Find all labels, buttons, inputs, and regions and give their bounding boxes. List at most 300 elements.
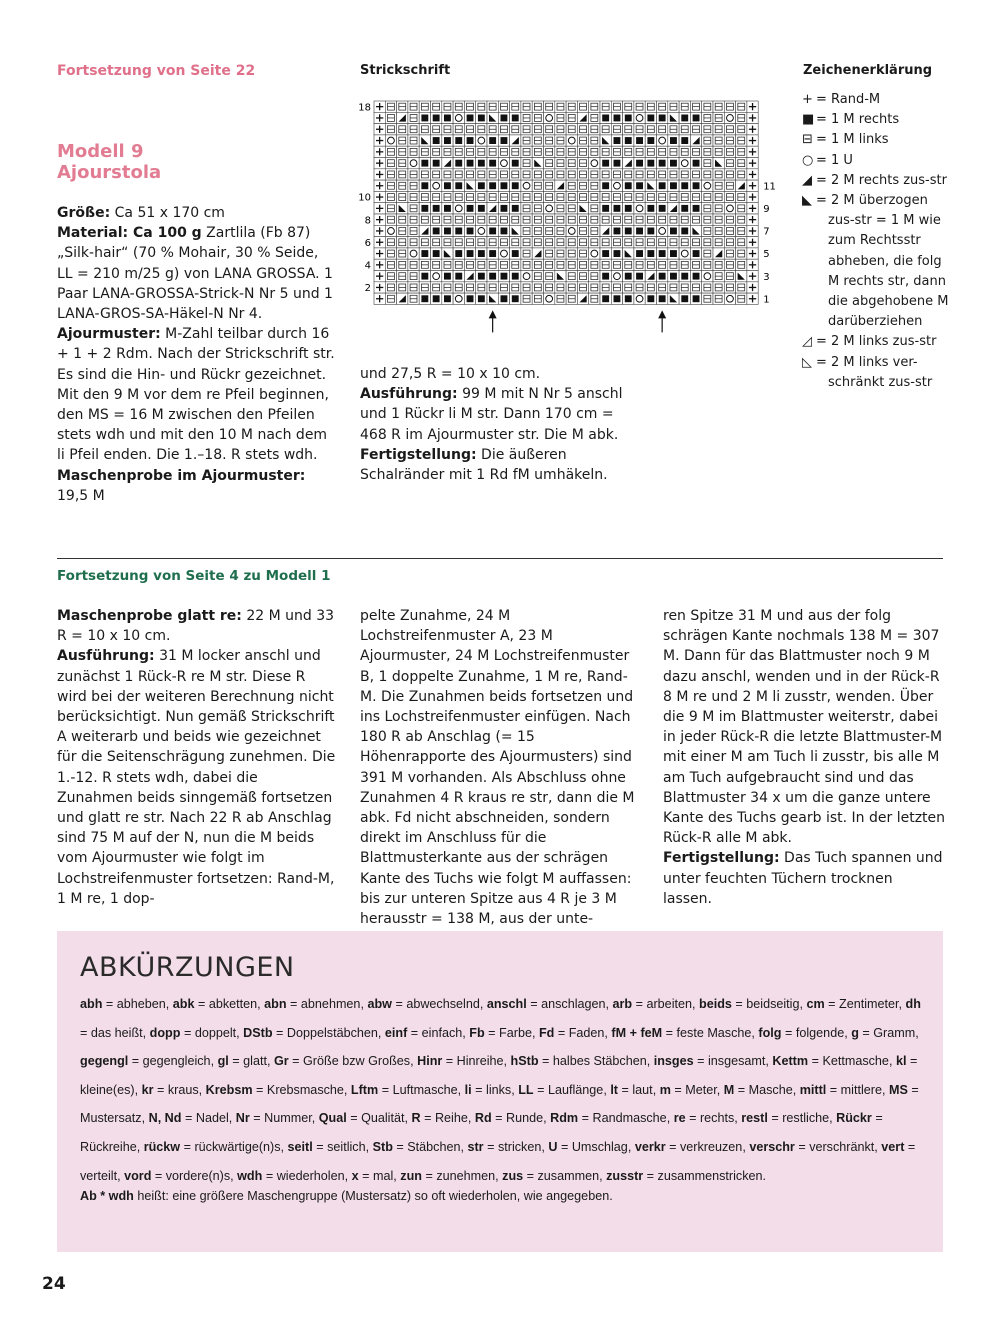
paragraph [57,203,337,223]
abbreviation-term: Qual [318,1111,347,1126]
legend-item [802,151,982,171]
knit-mark [478,182,485,189]
knit-mark [659,182,666,189]
abbreviation-meaning: Krebsmasche [266,1082,344,1097]
abbreviation-term: Kettm [772,1054,809,1069]
paragraph-text: M-Zahl teilbar durch 16 + 1 + 2 Rdm. Nach der Strickschrift str. Es sind die Hin- und Rückr gezeichnet. Mit den 9 M vor dem re Pfeil beginnen, den MS = 16 M zwischen den Pfeilen stets wdh und mit den 10 M nach dem li Pfeil enden. Die 1.–18. R stets wdh. [57,326,335,464]
legend-continuation: die abgehobene M [828,294,949,310]
chart-cell [611,271,622,282]
chart-row-number: 10 [358,192,371,204]
chart-cell [419,135,430,146]
knit-mark [478,250,485,257]
bottom-col1 [57,606,337,909]
section-divider [57,558,943,559]
knit-mark [489,182,496,189]
knit-mark [501,182,508,189]
model-title-block [57,141,161,183]
abbreviation-meaning: Runde [506,1111,544,1126]
abbreviation-term: R [411,1111,421,1126]
paragraph [57,606,337,646]
knit-mark [602,295,609,302]
knit-mark [467,295,474,302]
knit-mark [625,295,632,302]
chart-cell [679,158,690,169]
knit-mark [602,160,609,167]
paragraph [360,364,640,384]
knit-mark [681,115,688,122]
chart-cell [476,135,487,146]
abbreviation-term: g [851,1025,859,1040]
abbreviation-term: seitl [287,1139,313,1154]
legend-continuation: zus-str = 1 M wie [828,213,941,229]
abbreviation-meaning: anschlagen [541,997,606,1011]
paragraph-text: 19,5 M [57,487,105,504]
legend-continuation: abheben, die folg [828,253,942,269]
abbreviation-term: Rdm [550,1111,579,1126]
abbreviation-meaning: seitlich [327,1139,366,1154]
knit-mark [693,250,700,257]
knit-mark [467,250,474,257]
knit-mark [602,115,609,122]
chart-row-number: 11 [763,181,776,193]
legend-symbol-icon: ◺ [802,354,812,370]
chart-row-number: 18 [358,102,371,114]
abbreviation-meaning: Zentimeter [839,997,899,1011]
chart-cell [464,271,475,282]
chart-cell [453,112,464,123]
abbreviation-term: abw [367,997,392,1011]
chart-row-number: 2 [364,283,371,295]
abbreviation-term: Nr [235,1111,250,1126]
abbreviation-meaning: Kettmasche [822,1054,889,1069]
knit-mark [614,295,621,302]
abbreviation-meaning: insgesamt [707,1054,766,1069]
legend-heading: Zeichenerklärung [803,63,933,78]
knit-mark [636,273,643,280]
knit-mark [670,137,677,144]
paragraph [57,646,337,909]
abbreviation-meaning: verkreuzen [680,1139,743,1154]
abbreviation-meaning: Größe bzw Großes [303,1054,411,1069]
abbreviation-term: vert [881,1139,905,1154]
abbreviation-term: zun [400,1168,422,1183]
abbreviation-meaning: Meter [685,1082,717,1097]
abbreviation-term: Hinr [417,1054,443,1069]
abbreviation-meaning: Reihe [434,1111,468,1126]
legend-text: = 1 M links [816,132,889,148]
abbreviation-meaning: folgende [795,1025,845,1040]
paragraph-text: ren Spitze 31 M und aus der folg schrägen Kante nochmals 138 M = 307 M. Dann für das Blattmuster noch 9 M dazu anschl, wenden und in der Rück-R 8 M re und 2 M li zusstr, wenden. Über die 9 M im Blattmuster weiterstr, dabei in jeder Rück-R die letzte Blattmuster-M mit einer M am Tuch li zusstr, bis alle M am Tuch aufgebraucht sind und das Blattmuster 34 x um die ganze untere Kante des Tuchs gearb ist. In der letzten Rück-R alle M abk. [663,608,946,847]
repeat-arrow-head [658,310,666,318]
abbreviation-meaning: rechts [699,1111,735,1126]
knit-mark [693,115,700,122]
chart-cell [623,158,634,169]
abbreviation-meaning: laut [632,1082,653,1097]
paragraph-text: Das Tuch spannen und unter feuchten Tüchern trocknen lassen. [663,850,943,907]
knit-mark [693,182,700,189]
paragraph [360,606,643,929]
abbreviation-meaning: Mustersatz [80,1111,142,1126]
knit-mark [421,115,428,122]
abbreviation-term: kl [895,1054,907,1069]
knit-mark [636,182,643,189]
knit-mark [467,205,474,212]
knit-mark [647,115,654,122]
abbreviation-term: x [351,1168,359,1183]
paragraph-text: pelte Zunahme, 24 M Lochstreifenmuster A, 23 M Ajourmuster, 24 M Lochstreifenmuster B, 1 doppelte Zunahme, 1 M re, Rand-M. Die Zunahmen beids fortsetzen und ins Lochstreifenmuster einfügen. Nach 180 R ab Anschlag (= 15 Höhenrapporte des Ajourmusters) sind 391 M vorhanden. Als Abschluss ohne Zunahmen 4 R kraus re str, dann die M abk. Fd nicht abschneiden, sondern direkt im Anschluss für die Blattmusterkante aus der schrägen Kante des Tuchs wie folgt M auffassen: bis zur unteren Spitze aus 4 R je 3 M herausstr = 138 M, aus der unte- [360,608,635,928]
knit-mark [670,182,677,189]
paragraph-label: Fertigstellung: [360,446,477,463]
knit-mark [647,137,654,144]
abbreviation-term: dopp [149,1025,181,1040]
chart-cell [724,293,735,304]
knit-mark [625,228,632,235]
paragraph-text: 31 M locker anschl und zunächst 1 Rück-R re M str. Diese R wird bei der weiteren Berechnung nicht berücksichtigt. Nun gemäß Strickschrift A weiterarb und beids wie gezeichnet für die Seitenschrägung zunehmen. Die 1.-12. R stets wdh, dabei die Zunahmen beids sinngemäß fortsetzen und glatt re str. Nach 22 R ab Anschlag sind 75 M auf der N, nun die M beids vom Ajourmuster wie folgt im Lochstreifenmuster fortsetzen: Rand-M, 1 M re, 1 dop- [57,648,336,907]
abbreviation-meaning: abketten [208,997,258,1011]
abbreviation-meaning: wiederholen [276,1168,345,1183]
knit-mark [501,228,508,235]
abbreviation-term: folg [758,1025,782,1040]
chart-cell [544,293,555,304]
knit-mark [614,115,621,122]
knit-mark [421,250,428,257]
chart-cell [544,112,555,123]
abbreviation-term: verschr [749,1139,795,1154]
chart-cell [679,248,690,259]
abbreviations-title: ABKÜRZUNGEN [80,952,295,983]
chart-cell [702,180,713,191]
chart-cell [566,135,577,146]
knit-mark [433,160,440,167]
paragraph-label: Größe: [57,205,111,221]
chart-row-number: 7 [763,226,770,238]
abbreviation-meaning: Gramm [873,1025,916,1040]
knit-mark [659,250,666,257]
chart-cell [566,225,577,236]
abbreviation-term: gegengl [80,1054,129,1069]
legend-symbol-icon: ■ [802,112,815,128]
abbreviation-term: zusstr [606,1168,644,1183]
chart-cell [476,225,487,236]
chart-row-number: 3 [763,271,770,283]
abbreviation-meaning: Hinreihe [456,1054,504,1069]
knit-mark [625,115,632,122]
abbreviation-term: fM + feM [611,1025,663,1040]
chart-cell [431,271,442,282]
knit-mark [455,182,462,189]
legend-text: = Rand-M [816,92,881,107]
abbreviation-meaning: zunehmen [436,1168,496,1183]
knit-mark [421,182,428,189]
knit-mark [625,137,632,144]
legend-item [802,171,982,191]
abbreviation-meaning: Nadel [195,1111,229,1126]
knit-mark [433,295,440,302]
knit-mark [444,182,451,189]
knit-mark [681,273,688,280]
chart-cell [713,158,724,169]
abbreviation-meaning: Stäbchen [407,1139,461,1154]
abbreviation-meaning: gegengleich [142,1054,211,1069]
chart-cell [385,135,396,146]
knit-mark [693,205,700,212]
knit-mark [444,273,451,280]
chart-cell [521,180,532,191]
chart-cell [442,248,453,259]
paragraph [663,848,946,909]
knitting-chart [360,98,800,308]
knit-mark [455,250,462,257]
paragraph [57,466,337,506]
knit-mark [501,205,508,212]
chart-cell [724,203,735,214]
continuation-heading-bottom: Fortsetzung von Seite 4 zu Modell 1 [57,568,331,584]
knit-mark [512,295,519,302]
abbreviation-term: insges [653,1054,694,1069]
chart-cell [657,225,668,236]
paragraph-label: Maschenprobe glatt re: [57,608,242,624]
abbreviation-meaning: Masche [748,1082,793,1097]
abbreviation-term: dh [905,997,921,1011]
instructions-col1 [57,203,337,506]
paragraph-label: Ajourmuster: [57,326,161,343]
abbreviation-term: N, Nd [148,1111,182,1126]
knit-mark [467,228,474,235]
knit-mark [489,228,496,235]
paragraph-label: Material: Ca 100 g [57,225,202,242]
knit-mark [467,160,474,167]
abbreviation-term: cm [806,997,825,1011]
abbreviations-note-label: Ab * wdh [80,1189,134,1203]
legend-item [802,353,982,373]
abbreviation-meaning: Luftmasche [392,1082,458,1097]
knit-mark [455,273,462,280]
abbreviation-term: abh [80,997,103,1011]
abbreviation-term: einf [384,1025,408,1040]
knit-mark [670,250,677,257]
legend-item [802,191,982,211]
chart-cell [600,135,611,146]
abbreviation-term: U [548,1139,558,1154]
abbreviation-term: DStb [243,1025,273,1040]
paragraph-label: Maschenprobe im Ajourmuster: [57,467,306,484]
legend-continuation: schränkt zus-str [828,374,933,390]
abbreviation-meaning: das heißt [90,1025,143,1040]
chart-cell [577,203,588,214]
knit-mark [693,295,700,302]
knit-mark [693,273,700,280]
paragraph-text: 99 M mit N Nr 5 anschl und 1 Rückr li M str. Dann 170 cm = 468 R im Ajourmuster str. Die M abk. [360,386,623,443]
paragraph [57,324,337,465]
abbreviation-meaning: kraus [167,1082,199,1097]
paragraph [663,606,946,848]
abbreviation-meaning: einfach [421,1025,463,1040]
knit-mark [421,295,428,302]
paragraph-label: Fertigstellung: [663,850,780,867]
paragraph-text: 22 M und 33 R = 10 x 10 cm. [57,608,335,645]
chart-cell [724,112,735,123]
knit-mark [659,295,666,302]
abbreviation-meaning: zusammen [537,1168,600,1183]
abbreviation-term: lt [610,1082,619,1097]
repeat-arrow-head [489,310,497,318]
abbreviation-meaning: restliche [782,1111,830,1126]
legend-continuation: darüberziehen [828,314,923,330]
knit-mark [433,250,440,257]
knit-mark [512,182,519,189]
model-name: Ajourstola [57,162,162,183]
paragraph-text: und 27,5 R = 10 x 10 cm. [360,366,541,382]
abbreviation-meaning: Faden [568,1025,605,1040]
knit-mark [512,273,519,280]
abbreviation-term: re [673,1111,686,1126]
legend-text: = 2 M links zus-str [816,334,937,350]
abbreviation-term: Stb [372,1139,393,1154]
abbreviation-meaning: mal [372,1168,394,1183]
knit-mark [647,295,654,302]
abbreviation-term: beids [699,997,732,1011]
abbreviation-term: Krebsm [205,1082,253,1097]
abbreviation-meaning: arbeiten [646,997,692,1011]
abbreviation-meaning: kleine(es) [80,1082,135,1097]
legend-symbol-icon: + [802,92,813,107]
legend-text: = 1 U [816,152,853,168]
chart-row-number: 6 [364,237,371,249]
chart-heading: Strickschrift [360,63,451,78]
knit-mark [636,160,643,167]
knit-mark [433,228,440,235]
abbreviation-meaning: stricken [497,1139,542,1154]
legend-continuation: zum Rechtsstr [828,233,921,249]
chart-cell [702,271,713,282]
knit-mark [421,160,428,167]
knit-mark [501,295,508,302]
knit-mark [625,205,632,212]
abbreviation-meaning: Lauflänge [547,1082,604,1097]
chart-cell [645,271,656,282]
abbreviation-meaning: links [486,1082,512,1097]
legend-text: = 1 M rechts [816,112,900,128]
abbreviation-term: hStb [510,1054,539,1069]
knit-mark [455,228,462,235]
knit-mark [636,137,643,144]
knit-mark [681,205,688,212]
knit-mark [444,137,451,144]
bottom-col3 [663,606,946,909]
abbreviation-term: Rd [474,1111,492,1126]
legend-text: = 2 M links ver- [816,354,918,370]
knit-mark [647,205,654,212]
chart-row-number: 5 [763,249,770,261]
knit-mark [501,115,508,122]
chart-cell [431,180,442,191]
knit-mark [647,228,654,235]
knit-mark [625,182,632,189]
abbreviation-term: anschl [486,997,527,1011]
abbreviation-meaning: Rückreihe [80,1139,137,1154]
knit-mark [455,160,462,167]
abbreviation-term: abn [264,997,287,1011]
abbreviation-meaning: feste Masche [676,1025,752,1040]
knit-mark [501,137,508,144]
abbreviation-meaning: Randmasche [592,1111,667,1126]
legend-symbol-icon: ○ [802,152,814,168]
paragraph-text: Die äußeren Schalränder mit 1 Rd fM umhäkeln. [360,446,608,484]
model-number: Modell 9 [57,141,144,162]
knit-mark [614,228,621,235]
knit-mark [501,273,508,280]
abbreviation-term: Gr [273,1054,289,1069]
knit-mark [421,273,428,280]
abbreviation-term: M [723,1082,735,1097]
bottom-col2 [360,606,643,929]
abbreviation-meaning: verschränkt [809,1139,875,1154]
paragraph [57,223,337,324]
knit-mark [489,137,496,144]
abbreviation-term: arb [612,997,633,1011]
abbreviations-note-text: heißt: eine größere Maschengruppe (Mustersatz) so oft wiederholen, wie angegeben. [133,1189,613,1203]
paragraph-label: Ausführung: [57,648,155,665]
abbreviation-meaning: Nummer [264,1111,312,1126]
abbreviation-meaning: mittlere [840,1082,882,1097]
paragraph-text: Zartlila (Fb 87) „Silk-hair“ (70 % Mohair, 30 % Seide, LL = 210 m/25 g) von LANA GROSSA. 1 Paar LANA-GROSSA-Strick-N Nr 5 und 1 LANA-GROS-SA-Häkel-N Nr 4. [57,225,333,323]
chart-cell [385,225,396,236]
abbreviation-meaning: abnehmen [300,997,361,1011]
knit-mark [602,182,609,189]
abbreviation-term: MS [888,1082,908,1097]
chart-row-number: 8 [364,215,371,227]
knit-mark [614,205,621,212]
knit-mark [512,250,519,257]
knit-mark [467,115,474,122]
chart-cell [634,203,645,214]
chart-cell [690,135,701,146]
chart-row-number: 1 [763,294,770,306]
abbreviation-meaning: vordere(n)s [165,1168,231,1183]
chart-cell [397,112,408,123]
paragraph [360,445,640,485]
knit-mark [659,160,666,167]
continuation-heading-top: Fortsetzung von Seite 22 [57,63,256,79]
abbreviation-term: gl [217,1054,229,1069]
knit-mark [681,228,688,235]
knit-mark [444,115,451,122]
knit-mark [681,137,688,144]
legend-symbol-icon: ◢ [802,172,812,188]
knit-mark [433,115,440,122]
knit-mark [670,160,677,167]
knit-mark [681,295,688,302]
legend-symbol-icon: ◿ [802,334,812,350]
knit-mark [512,160,519,167]
knit-mark [455,137,462,144]
page-number: 24 [42,1274,66,1294]
legend-item [802,110,982,130]
abbreviation-meaning: doppelt [194,1025,237,1040]
abbreviation-term: Fd [538,1025,555,1040]
abbreviations-list: abh = abheben, abk = abketten, abn = abnehmen, abw = abwechselnd, anschl = anschlagen, arb = arbeiten, beids = beidseitig, cm = Zentimeter, dh = das heißt, dopp = doppelt, DStb = Doppelstäbchen, einf = einfach, Fb = Farbe, Fd = Faden, fM + feM = feste Masche, folg = folgende, g = Gramm, gegengl = gegengleich, gl = glatt, Gr = Größe bzw Großes, Hinr = Hinreihe, hStb = halbes Stäbchen, insges = insgesamt, Kettm = Kettmasche, kl = kleine(es), kr = kraus, Krebsm = Krebsmasche, Lftm = Luftmasche, li = links, LL = Lauflänge, lt = laut, m = Meter, M = Masche, mittl = mittlere, MS = Mustersatz, N, Nd = Nadel, Nr = Nummer, Qual = Qualität, R = Reihe, Rd = Runde, Rdm = Randmasche, re = rechts, restl = restliche, Rückr = Rückreihe, rückw = rückwärtige(n)s, seitl = seitlich, Stb = Stäbchen, str = stricken, U = Umschlag, verkr = verkreuzen, verschr = verschränkt, vert = verteilt, vord = vordere(n)s, wdh = wiederholen, x = mal, zun = zunehmen, zus = zusammen, zusstr = zusammenstricken. [80,997,921,1183]
abbreviation-meaning: abwechselnd [406,997,480,1011]
abbreviation-term: zus [502,1168,524,1183]
abbreviation-meaning: Umschlag [571,1139,628,1154]
paragraph-label: Ausführung: [360,386,458,403]
chart-cell [634,293,645,304]
abbreviation-term: vord [124,1168,152,1183]
abbreviation-term: verkr [634,1139,666,1154]
paragraph [360,384,640,445]
knit-mark [489,273,496,280]
knit-mark [659,115,666,122]
